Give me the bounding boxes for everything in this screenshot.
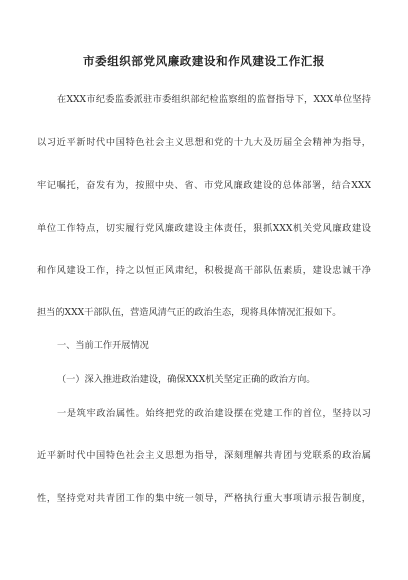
paragraph-line: 和作风建设工作，持之以恒正风肃纪，积极提高干部队伍素质，建设忠诚干净 (37, 265, 371, 276)
paragraph-line: 近平新时代中国特色社会主义思想为指导，深刻理解共青团与党联系的政治属 (37, 450, 371, 461)
paragraph-line: 牢记嘱托，奋发有为，按照中央、省、市党风廉政建设的总体部署，结合XXX (37, 180, 371, 191)
document-title: 市委组织部党风廉政建设和作风建设工作汇报 (83, 54, 325, 68)
paragraph-line: 在XXX市纪委监委派驻市委组织部纪检监察组的监督指导下，XXX单位坚持 (57, 94, 371, 105)
paragraph-line: 单位工作特点，切实履行党风廉政建设主体责任，狠抓XXX机关党风廉政建设 (37, 223, 371, 234)
subsection-heading: （一）深入推进政治建设，确保XXX机关坚定正确的政治方向。 (57, 374, 316, 385)
section-heading: 一、当前工作开展情况 (57, 340, 149, 351)
paragraph-line: 一是筑牢政治属性。始终把党的政治建设摆在党建工作的首位，坚持以习 (57, 408, 371, 419)
paragraph-line: 性，坚持党对共青团工作的集中统一领导，严格执行重大事项请示报告制度， (37, 493, 371, 504)
paragraph-line: 以习近平新时代中国特色社会主义思想和党的十九大及历届全会精神为指导， (37, 137, 371, 148)
paragraph-line: 担当的XXX干部队伍，营造风清气正的政治生态，现将具体情况汇报如下。 (37, 307, 342, 318)
